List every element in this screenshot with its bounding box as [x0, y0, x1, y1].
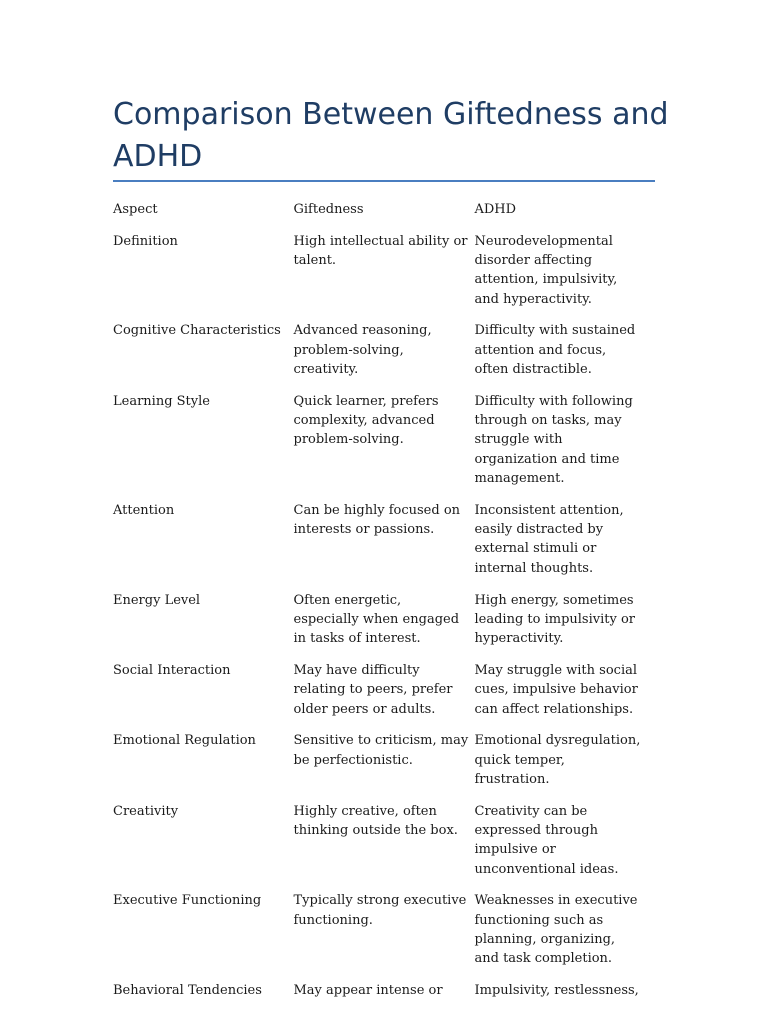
- adhd-cell: Emotional dysregulation, quick temper, frustration.: [474, 733, 641, 787]
- giftedness-cell: High intellectual ability or talent.: [293, 233, 468, 269]
- giftedness-cell: May appear intense or: [293, 983, 443, 999]
- header-giftedness: Giftedness: [293, 202, 364, 217]
- adhd-cell: Difficulty with following through on tasks, may struggle with organization and time management.: [474, 393, 633, 487]
- table-row: [113, 731, 658, 789]
- aspect-cell: Creativity: [113, 803, 179, 819]
- table-row: [113, 501, 658, 578]
- adhd-cell: Difficulty with sustained attention and focus, often distractible.: [474, 323, 636, 378]
- aspect-cell: Learning Style: [113, 393, 210, 409]
- table-row: [113, 802, 658, 879]
- aspect-cell: Behavioral Tendencies: [113, 983, 262, 999]
- table-row: [113, 321, 658, 379]
- aspect-cell: Cognitive Characteristics: [113, 323, 281, 339]
- giftedness-cell: Sensitive to criticism, may be perfectionistic.: [293, 733, 469, 768]
- aspect-cell: Emotional Regulation: [113, 733, 256, 749]
- giftedness-cell: May have difficulty relating to peers, prefer older peers or adults.: [293, 662, 453, 717]
- adhd-cell: Neurodevelopmental disorder affecting attention, impulsivity, and hyperactivity.: [474, 233, 618, 307]
- table-row: [113, 661, 658, 719]
- adhd-cell: Inconsistent attention, easily distracted by external stimuli or internal thoughts.: [474, 502, 624, 576]
- header-aspect: Aspect: [113, 202, 158, 217]
- giftedness-cell: Typically strong executive functioning.: [293, 893, 467, 928]
- aspect-cell: Energy Level: [113, 592, 201, 608]
- aspect-cell: Attention: [113, 502, 175, 518]
- document-title: Comparison Between Giftedness and ADHD: [113, 97, 669, 174]
- aspect-cell: Definition: [113, 233, 178, 249]
- adhd-cell: High energy, sometimes leading to impulsivity or hyperactivity.: [474, 592, 636, 647]
- giftedness-cell: Highly creative, often thinking outside the box.: [293, 803, 458, 839]
- adhd-cell: Creativity can be expressed through impulsive or unconventional ideas.: [474, 803, 619, 877]
- table-row: [113, 392, 658, 488]
- aspect-cell: Executive Functioning: [113, 893, 262, 909]
- giftedness-cell: Quick learner, prefers complexity, advanced problem-solving.: [293, 393, 439, 448]
- header-adhd: ADHD: [474, 202, 517, 217]
- table-header-row: [113, 200, 658, 219]
- comparison-table: [113, 200, 658, 1013]
- giftedness-cell: Can be highly focused on interests or passions.: [293, 502, 461, 538]
- adhd-cell: Weaknesses in executive functioning such as planning, organizing, and task completion.: [474, 893, 638, 967]
- adhd-cell: Impulsivity, restlessness,: [474, 983, 639, 999]
- adhd-cell: May struggle with social cues, impulsive behavior can affect relationships.: [474, 662, 638, 717]
- table-row: [113, 981, 658, 1000]
- title-divider: [113, 180, 655, 182]
- giftedness-cell: Often energetic, especially when engaged in tasks of interest.: [293, 592, 460, 647]
- table-row: [113, 891, 658, 968]
- table-row: [113, 232, 658, 309]
- table-row: [113, 591, 658, 649]
- aspect-cell: Social Interaction: [113, 662, 231, 678]
- giftedness-cell: Advanced reasoning, problem-solving, creativity.: [293, 323, 432, 378]
